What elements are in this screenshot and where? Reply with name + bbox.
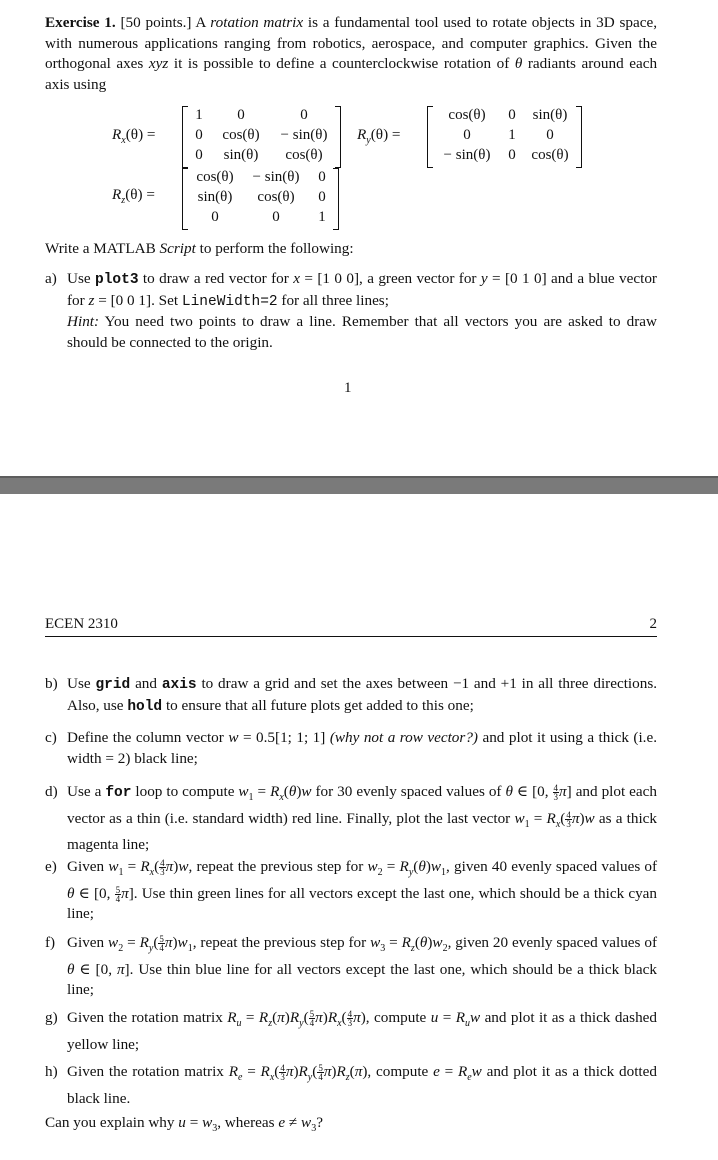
- course-code: ECEN 2310: [45, 616, 118, 632]
- matrix-cell: 0: [211, 209, 219, 225]
- code-hold: hold: [127, 698, 163, 715]
- matrix-cell: 1: [508, 127, 516, 143]
- matrix-cell: 0: [237, 107, 245, 123]
- matrix-cell: 0: [546, 127, 554, 143]
- matrix-cell: cos(θ): [448, 107, 486, 123]
- ry-label: $R_y(\theta)$ =: [357, 126, 401, 147]
- matrix-cell: cos(θ): [285, 147, 323, 163]
- code-for: for: [105, 785, 132, 801]
- matrix-cell: 0: [318, 169, 326, 185]
- item-f: f) Given $w_2 = R_y$( $\frac{5}{4}$ $\pi)w_1$, repeat the previous step for $w_3 = R_z(\theta)w_2$, given 20 evenly spaced values of θ ∈ [0, π]. Use thin blue line for all vectors except the last one, which should be a thick black line;: [45, 934, 658, 999]
- code-plot3: plot3: [95, 272, 139, 288]
- matrix-cell: 0: [318, 189, 326, 205]
- matrix-cell: sin(θ): [197, 189, 233, 205]
- item-c: c) Define the column vector w = 0.5[1; 1; 1] (why not a row vector?) and plot it using a thick (i.e. width = 2) black line;: [45, 729, 658, 767]
- page-number-1: 1: [344, 380, 352, 396]
- matrix-cell: cos(θ): [257, 189, 295, 205]
- matrix-cell: 1: [195, 107, 203, 123]
- item-label: e): [45, 858, 57, 875]
- matrix-cell: 0: [463, 127, 471, 143]
- exercise-points: [50 points.]: [120, 14, 192, 31]
- item-label: g): [45, 1009, 58, 1026]
- page-1: [0, 0, 718, 476]
- intro-text: radiants around each axis using: [45, 55, 658, 94]
- exercise-intro: [45, 13, 657, 96]
- matrix-cell: 0: [272, 209, 280, 225]
- write-instruction: Write a MATLAB Script to perform the following:: [45, 240, 354, 257]
- matrix-cell: − sin(θ): [443, 147, 491, 163]
- matrix-cell: 0: [300, 107, 308, 123]
- intro-theta: θ: [514, 55, 523, 73]
- code-grid: grid: [95, 677, 131, 693]
- item-label: f): [45, 934, 56, 951]
- matrix-cell: 1: [318, 209, 326, 225]
- matrix-cell: cos(θ): [531, 147, 569, 163]
- item-label: a): [45, 270, 57, 287]
- code-axis: axis: [161, 677, 197, 693]
- item-d: d) Use a for loop to compute $w_1 = R_x(\theta)w$ for 30 evenly spaced values of θ ∈ [0, $\frac{4}{3}$ π] and plot each vector as a thin (i.e. standard width) red line. Finally, plot the last vector $w_1 = R_x$( $\frac{4}{3}$ π)w as a thick magenta line;: [45, 783, 658, 854]
- page-separator: [0, 476, 718, 494]
- intro-text: it is possible to define a counterclockwise rotation of: [173, 55, 510, 73]
- matrix-cell: 0: [195, 147, 203, 163]
- matrix-cell: cos(θ): [222, 127, 260, 143]
- item-label: b): [45, 675, 58, 692]
- item-a-text: Use plot3 to draw a red vector for x = [1 0 0], a green vector for y = [0 1 0] and a blue vector for z = [0 0 1]. Set LineWidth=2 for all three lines; Hint: You need two points to draw a line. Remember that all vectors you are asked to draw should be connected to the origin.: [67, 270, 657, 352]
- intro-axes: xyz: [148, 55, 169, 73]
- matrix-cell: cos(θ): [196, 169, 234, 185]
- page-2: [0, 494, 718, 1160]
- intro-text: A: [195, 14, 206, 31]
- matrix-cell: 0: [195, 127, 203, 143]
- item-h: h) Given the rotation matrix $R_e = R_x$( $\frac{4}{3}$ $\pi)R_y$( $\frac{5}{4}$ $\pi)R_z(\pi)$, compute $e = R_ew$ and plot it as a thick dotted black line.: [45, 1063, 657, 1107]
- page-number-2: 2: [649, 616, 657, 632]
- hint-text: You need two points to draw a line. Remember that all vectors you are asked to draw should be connected to the origin.: [67, 313, 657, 352]
- item-b: b) Use grid and axis to draw a grid and set the axes between −1 and +1 in all three directions. Also, use hold to ensure that all future plots get added to this one;: [45, 675, 658, 715]
- ry-grid: [427, 106, 582, 168]
- item-g: g) Given the rotation matrix $R_u = R_z(\pi)R_y$( $\frac{5}{4}$ $\pi)R_x$( $\frac{4}{3}$ π), compute $u = R_uw$ and plot it as a thick dashed yellow line;: [45, 1009, 657, 1053]
- intro-text: is a fundamental tool used to rotate objects in 3D space, with numerous applications ranging from robotics, aerospace, and computer graphics. Given the orthogonal axes: [45, 14, 657, 73]
- hint-label: Hint:: [67, 313, 100, 331]
- matrix-cell: 0: [508, 147, 516, 163]
- intro-term: rotation matrix: [210, 14, 304, 31]
- running-header: [45, 616, 657, 637]
- rx-label: $R_x(\theta)$ =: [112, 126, 156, 147]
- code-linewidth: LineWidth=2: [181, 293, 278, 310]
- matrix-cell: − sin(θ): [252, 169, 300, 185]
- rz-grid: [182, 168, 339, 230]
- item-label: c): [45, 729, 57, 746]
- exercise-heading: Exercise 1.: [45, 14, 116, 31]
- item-label: d): [45, 783, 58, 800]
- item-label: h): [45, 1063, 58, 1080]
- item-e: e) Given $w_1 = R_x$( $\frac{4}{3}$ π)w, repeat the previous step for $w_2 = R_y(\theta)w_1$, given 40 evenly spaced values of θ ∈ [0, $\frac{5}{4}$ π]. Use thin green lines for all vectors except the last one, which should be a thick cyan line;: [45, 858, 658, 923]
- item-a: [45, 269, 657, 354]
- rx-grid: [182, 106, 341, 168]
- matrix-cell: sin(θ): [532, 107, 568, 123]
- matrix-cell: − sin(θ): [280, 127, 328, 143]
- matrix-cell: sin(θ): [223, 147, 259, 163]
- rz-label: $R_z(\theta)$ =: [112, 186, 155, 207]
- matrix-cell: 0: [508, 107, 516, 123]
- closing-question: Can you explain why $u = w_3$, whereas $e \ne w_3$?: [45, 1114, 323, 1135]
